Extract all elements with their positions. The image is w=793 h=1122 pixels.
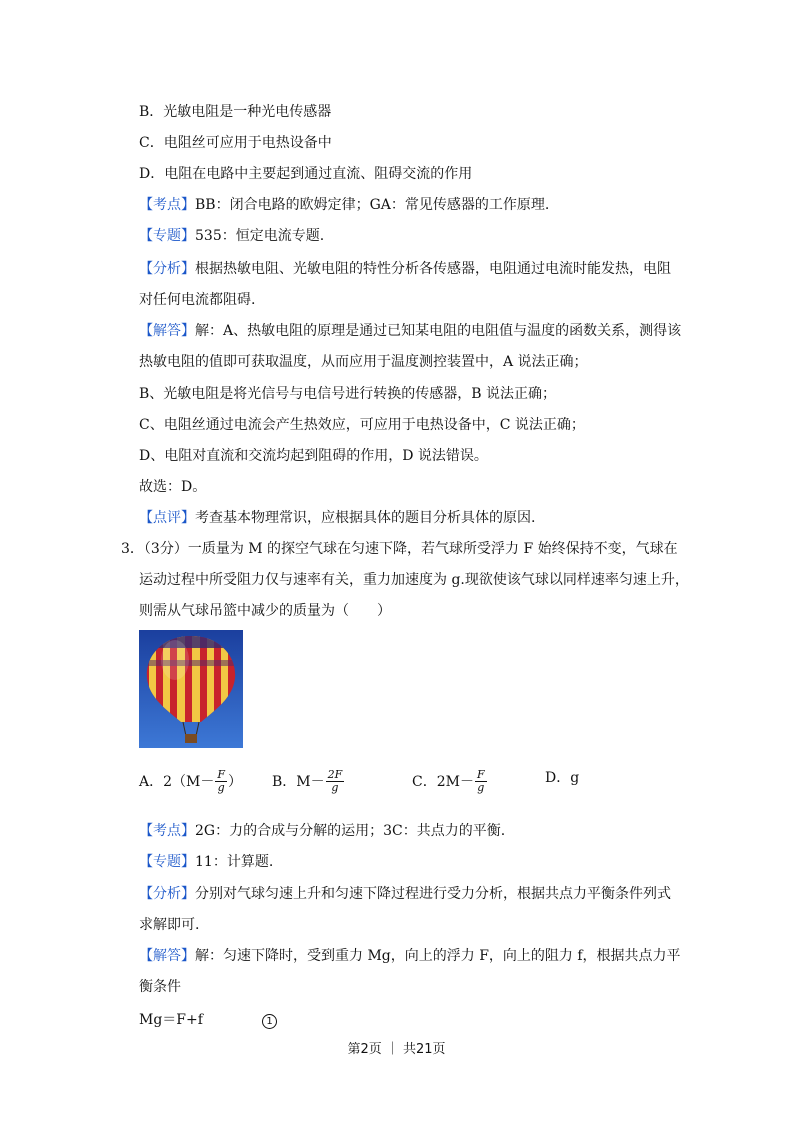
jieda-1-line2: 热敏电阻的值即可获取温度，从而应用于温度测控装置中，A 说法正确；: [139, 354, 588, 370]
option-c-line: C．电阻丝可应用于电热设备中: [139, 135, 332, 151]
choice-c: [412, 769, 488, 794]
jieda-2-line2: 衡条件: [139, 979, 181, 995]
jieda-1: [139, 322, 681, 340]
option-d-line: D．电阻在电路中主要起到通过直流、阻碍交流的作用: [139, 166, 473, 182]
jieda-1-line5: D、电阻对直流和交流均起到阻碍的作用，D 说法错误。: [139, 448, 488, 464]
choice-c-prefix: C．2M－: [412, 773, 474, 790]
option-b-line: B．光敏电阻是一种光电传感器: [139, 104, 332, 120]
fenxi-1-cont: 对任何电流都阻碍.: [139, 292, 256, 308]
question-3-line3: 则需从气球吊篮中减少的质量为（ ）: [139, 603, 391, 619]
kaodian-tag: 【考点】: [139, 197, 195, 213]
jieda-text: 解：A、热敏电阻的原理是通过已知某电阻的电阻值与温度的函数关系，测得该: [195, 323, 682, 339]
dianping-text: 考查基本物理常识，应根据具体的题目分析具体的原因.: [195, 510, 536, 526]
choice-c-fraction: [475, 769, 487, 794]
zhuanti-text: 11：计算题.: [195, 854, 274, 870]
choice-a-denominator: g: [217, 781, 225, 794]
fenxi-2: [139, 885, 671, 903]
choice-a-suffix: ）: [228, 773, 242, 790]
choice-b-fraction: [326, 769, 345, 794]
zhuanti-2: [139, 853, 273, 871]
choice-b: [272, 769, 345, 794]
equation-1-text: Mg＝F+f: [139, 1012, 203, 1028]
kaodian-text: BB：闭合电路的欧姆定律；GA：常见传感器的工作原理.: [195, 197, 550, 213]
choice-a-numerator: F: [217, 768, 225, 781]
answer-line: 故选：D。: [139, 479, 207, 495]
question-3-line1: 3．（3分）一质量为 M 的探空气球在匀速下降，若气球所受浮力 F 始终保持不变，气球在: [121, 541, 678, 557]
equation-1-number: [262, 1011, 277, 1029]
choice-a: [139, 769, 242, 794]
jieda-2: [139, 947, 681, 965]
kaodian-text: 2G：力的合成与分解的运用；3C：共点力的平衡.: [195, 823, 506, 839]
equation-1: [139, 1011, 203, 1029]
fenxi-text: 分别对气球匀速上升和匀速下降过程进行受力分析，根据共点力平衡条件列式: [195, 886, 671, 902]
kaodian-tag: 【考点】: [139, 823, 195, 839]
choice-b-denominator: g: [331, 781, 339, 794]
jieda-text: 解：匀速下降时，受到重力 Mg，向上的浮力 F，向上的阻力 f，根据共点力平: [195, 948, 681, 964]
page-footer: 第2页 ｜ 共21页: [347, 1042, 446, 1057]
choice-d: [545, 769, 579, 787]
dianping-1: [139, 509, 535, 527]
choice-a-fraction: [215, 769, 227, 794]
choice-c-numerator: F: [476, 768, 485, 781]
fenxi-tag: 【分析】: [139, 886, 195, 902]
kaodian-1: [139, 196, 549, 214]
kaodian-2: [139, 822, 505, 840]
jieda-1-line4: C、电阻丝通过电流会产生热效应，可应用于电热设备中，C 说法正确；: [139, 417, 585, 433]
choice-c-denominator: g: [477, 781, 485, 794]
equation-number-badge: 1: [262, 1014, 277, 1029]
dianping-tag: 【点评】: [139, 510, 195, 526]
fenxi-text: 根据热敏电阻、光敏电阻的特性分析各传感器，电阻通过电流时能发热，电阻: [195, 261, 671, 277]
fenxi-1: [139, 260, 671, 278]
jieda-tag: 【解答】: [139, 948, 195, 964]
jieda-1-line3: B、光敏电阻是将光信号与电信号进行转换的传感器，B 说法正确；: [139, 386, 557, 402]
choice-d-text: D．g: [545, 770, 580, 786]
zhuanti-1: [139, 227, 324, 245]
zhuanti-tag: 【专题】: [139, 854, 195, 870]
choice-b-numerator: 2F: [327, 768, 343, 781]
hot-air-balloon-image: [139, 630, 243, 748]
fenxi-tag: 【分析】: [139, 261, 195, 277]
jieda-tag: 【解答】: [139, 323, 195, 339]
fenxi-2-cont: 求解即可.: [139, 917, 200, 933]
choice-b-prefix: B．M－: [272, 773, 325, 790]
choice-a-prefix: A．2（M－: [139, 773, 215, 790]
zhuanti-tag: 【专题】: [139, 228, 195, 244]
question-3-line2: 运动过程中所受阻力仅与速率有关，重力加速度为 g.现欲使该气球以同样速率匀速上升，: [139, 572, 689, 588]
zhuanti-text: 535：恒定电流专题.: [195, 228, 325, 244]
